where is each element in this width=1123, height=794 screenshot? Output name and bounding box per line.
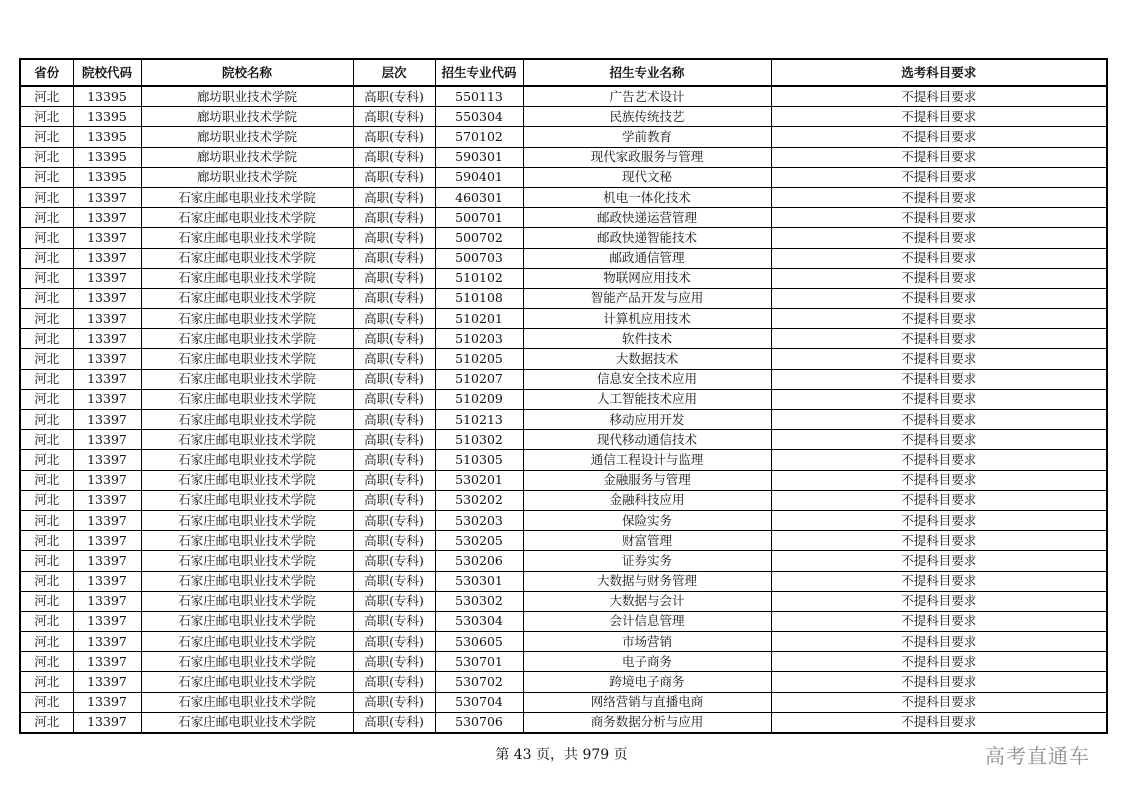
- cell-major-code: 510209: [435, 389, 523, 409]
- cell-subject-requirement: 不提科目要求: [771, 712, 1107, 733]
- cell-province: 河北: [20, 490, 73, 510]
- cell-subject-requirement: 不提科目要求: [771, 389, 1107, 409]
- table-row: [20, 167, 1107, 187]
- cell-school-name: 石家庄邮电职业技术学院: [141, 369, 353, 389]
- cell-major-name: 保险实务: [523, 510, 771, 530]
- cell-major-code: 510203: [435, 329, 523, 349]
- cell-subject-requirement: 不提科目要求: [771, 672, 1107, 692]
- cell-level: 高职(专科): [353, 167, 435, 187]
- cell-subject-requirement: 不提科目要求: [771, 450, 1107, 470]
- cell-level: 高职(专科): [353, 389, 435, 409]
- cell-major-name: 金融科技应用: [523, 490, 771, 510]
- cell-school-name: 石家庄邮电职业技术学院: [141, 470, 353, 490]
- cell-level: 高职(专科): [353, 208, 435, 228]
- cell-school-code: 13397: [73, 228, 141, 248]
- cell-subject-requirement: 不提科目要求: [771, 349, 1107, 369]
- cell-subject-requirement: 不提科目要求: [771, 470, 1107, 490]
- cell-subject-requirement: 不提科目要求: [771, 692, 1107, 712]
- cell-major-code: 510305: [435, 450, 523, 470]
- cell-school-code: 13397: [73, 288, 141, 308]
- cell-level: 高职(专科): [353, 450, 435, 470]
- cell-school-name: 石家庄邮电职业技术学院: [141, 228, 353, 248]
- cell-level: 高职(专科): [353, 86, 435, 107]
- cell-school-code: 13397: [73, 187, 141, 207]
- cell-major-code: 530706: [435, 712, 523, 733]
- table-row: [20, 228, 1107, 248]
- cell-subject-requirement: 不提科目要求: [771, 107, 1107, 127]
- cell-subject-requirement: 不提科目要求: [771, 167, 1107, 187]
- cell-major-code: 510213: [435, 410, 523, 430]
- table-row: [20, 208, 1107, 228]
- cell-school-code: 13397: [73, 369, 141, 389]
- cell-school-name: 廊坊职业技术学院: [141, 167, 353, 187]
- cell-school-name: 石家庄邮电职业技术学院: [141, 349, 353, 369]
- cell-major-name: 移动应用开发: [523, 410, 771, 430]
- cell-province: 河北: [20, 672, 73, 692]
- header-row: [20, 59, 1107, 86]
- cell-level: 高职(专科): [353, 309, 435, 329]
- cell-school-code: 13397: [73, 672, 141, 692]
- cell-level: 高职(专科): [353, 288, 435, 308]
- cell-subject-requirement: 不提科目要求: [771, 490, 1107, 510]
- cell-major-name: 网络营销与直播电商: [523, 692, 771, 712]
- cell-major-name: 大数据技术: [523, 349, 771, 369]
- cell-major-code: 510108: [435, 288, 523, 308]
- cell-subject-requirement: 不提科目要求: [771, 611, 1107, 631]
- table-row: [20, 86, 1107, 107]
- cell-school-code: 13397: [73, 329, 141, 349]
- table-row: [20, 551, 1107, 571]
- cell-major-code: 530203: [435, 510, 523, 530]
- cell-major-code: 530301: [435, 571, 523, 591]
- cell-major-code: 500703: [435, 248, 523, 268]
- table-body: [20, 86, 1107, 733]
- cell-province: 河北: [20, 147, 73, 167]
- cell-province: 河北: [20, 531, 73, 551]
- cell-school-code: 13397: [73, 591, 141, 611]
- table-row: [20, 389, 1107, 409]
- cell-province: 河北: [20, 510, 73, 530]
- cell-school-code: 13397: [73, 268, 141, 288]
- page-number-footer: 第 43 页，共 979 页: [495, 747, 628, 763]
- table-row: [20, 692, 1107, 712]
- cell-school-name: 石家庄邮电职业技术学院: [141, 268, 353, 288]
- cell-major-code: 530701: [435, 652, 523, 672]
- cell-major-name: 通信工程设计与监理: [523, 450, 771, 470]
- table-row: [20, 329, 1107, 349]
- cell-school-name: 石家庄邮电职业技术学院: [141, 248, 353, 268]
- cell-major-name: 证券实务: [523, 551, 771, 571]
- cell-school-name: 石家庄邮电职业技术学院: [141, 591, 353, 611]
- cell-major-name: 现代家政服务与管理: [523, 147, 771, 167]
- cell-school-name: 石家庄邮电职业技术学院: [141, 288, 353, 308]
- cell-school-code: 13395: [73, 147, 141, 167]
- cell-province: 河北: [20, 571, 73, 591]
- table-header: [20, 59, 1107, 86]
- cell-major-name: 大数据与会计: [523, 591, 771, 611]
- cell-level: 高职(专科): [353, 268, 435, 288]
- cell-school-name: 石家庄邮电职业技术学院: [141, 692, 353, 712]
- cell-province: 河北: [20, 389, 73, 409]
- header-school-name: 院校名称: [141, 59, 353, 86]
- cell-school-name: 石家庄邮电职业技术学院: [141, 611, 353, 631]
- cell-province: 河北: [20, 692, 73, 712]
- cell-subject-requirement: 不提科目要求: [771, 652, 1107, 672]
- cell-major-code: 460301: [435, 187, 523, 207]
- cell-school-code: 13397: [73, 430, 141, 450]
- cell-school-code: 13397: [73, 349, 141, 369]
- cell-level: 高职(专科): [353, 692, 435, 712]
- cell-major-name: 跨境电子商务: [523, 672, 771, 692]
- cell-subject-requirement: 不提科目要求: [771, 208, 1107, 228]
- cell-major-name: 民族传统技艺: [523, 107, 771, 127]
- cell-school-code: 13397: [73, 470, 141, 490]
- cell-school-name: 石家庄邮电职业技术学院: [141, 450, 353, 470]
- cell-major-code: 570102: [435, 127, 523, 147]
- cell-level: 高职(专科): [353, 490, 435, 510]
- cell-major-code: 530202: [435, 490, 523, 510]
- cell-subject-requirement: 不提科目要求: [771, 571, 1107, 591]
- cell-major-code: 530702: [435, 672, 523, 692]
- cell-level: 高职(专科): [353, 187, 435, 207]
- table-row: [20, 127, 1107, 147]
- table-row: [20, 652, 1107, 672]
- header-major-code: 招生专业代码: [435, 59, 523, 86]
- table-row: [20, 571, 1107, 591]
- cell-province: 河北: [20, 187, 73, 207]
- table-row: [20, 288, 1107, 308]
- cell-school-name: 石家庄邮电职业技术学院: [141, 632, 353, 652]
- cell-school-name: 石家庄邮电职业技术学院: [141, 208, 353, 228]
- cell-major-code: 530205: [435, 531, 523, 551]
- table-row: [20, 268, 1107, 288]
- table-row: [20, 349, 1107, 369]
- cell-major-name: 邮政快递运营管理: [523, 208, 771, 228]
- table-row: [20, 107, 1107, 127]
- cell-major-code: 590401: [435, 167, 523, 187]
- cell-school-code: 13397: [73, 571, 141, 591]
- cell-major-code: 530304: [435, 611, 523, 631]
- cell-major-name: 电子商务: [523, 652, 771, 672]
- cell-school-code: 13397: [73, 531, 141, 551]
- cell-major-name: 广告艺术设计: [523, 86, 771, 107]
- cell-school-name: 石家庄邮电职业技术学院: [141, 531, 353, 551]
- cell-level: 高职(专科): [353, 329, 435, 349]
- cell-major-name: 邮政快递智能技术: [523, 228, 771, 248]
- cell-major-name: 商务数据分析与应用: [523, 712, 771, 733]
- cell-major-code: 500701: [435, 208, 523, 228]
- cell-level: 高职(专科): [353, 510, 435, 530]
- cell-school-code: 13395: [73, 107, 141, 127]
- cell-school-code: 13397: [73, 490, 141, 510]
- table-row: [20, 712, 1107, 733]
- watermark-text: 高考直通车: [985, 744, 1090, 768]
- table-row: [20, 672, 1107, 692]
- cell-subject-requirement: 不提科目要求: [771, 147, 1107, 167]
- cell-school-code: 13397: [73, 611, 141, 631]
- cell-school-name: 廊坊职业技术学院: [141, 86, 353, 107]
- table-row: [20, 510, 1107, 530]
- cell-province: 河北: [20, 288, 73, 308]
- cell-major-name: 现代移动通信技术: [523, 430, 771, 450]
- cell-school-name: 石家庄邮电职业技术学院: [141, 652, 353, 672]
- cell-major-name: 会计信息管理: [523, 611, 771, 631]
- cell-level: 高职(专科): [353, 712, 435, 733]
- table-row: [20, 248, 1107, 268]
- cell-province: 河北: [20, 632, 73, 652]
- table-row: [20, 591, 1107, 611]
- cell-school-code: 13397: [73, 712, 141, 733]
- table-row: [20, 490, 1107, 510]
- cell-major-name: 人工智能技术应用: [523, 389, 771, 409]
- cell-school-name: 石家庄邮电职业技术学院: [141, 410, 353, 430]
- cell-level: 高职(专科): [353, 430, 435, 450]
- cell-major-code: 510205: [435, 349, 523, 369]
- cell-level: 高职(专科): [353, 107, 435, 127]
- cell-level: 高职(专科): [353, 551, 435, 571]
- cell-subject-requirement: 不提科目要求: [771, 127, 1107, 147]
- cell-school-name: 廊坊职业技术学院: [141, 127, 353, 147]
- cell-province: 河北: [20, 86, 73, 107]
- cell-province: 河北: [20, 127, 73, 147]
- cell-school-name: 石家庄邮电职业技术学院: [141, 490, 353, 510]
- cell-school-name: 石家庄邮电职业技术学院: [141, 309, 353, 329]
- cell-province: 河北: [20, 329, 73, 349]
- cell-school-code: 13397: [73, 510, 141, 530]
- cell-province: 河北: [20, 551, 73, 571]
- cell-subject-requirement: 不提科目要求: [771, 309, 1107, 329]
- cell-subject-requirement: 不提科目要求: [771, 268, 1107, 288]
- cell-level: 高职(专科): [353, 611, 435, 631]
- cell-level: 高职(专科): [353, 571, 435, 591]
- cell-level: 高职(专科): [353, 410, 435, 430]
- cell-level: 高职(专科): [353, 672, 435, 692]
- cell-province: 河北: [20, 228, 73, 248]
- cell-school-name: 石家庄邮电职业技术学院: [141, 187, 353, 207]
- cell-level: 高职(专科): [353, 591, 435, 611]
- cell-major-code: 530201: [435, 470, 523, 490]
- table-row: [20, 369, 1107, 389]
- cell-major-code: 500702: [435, 228, 523, 248]
- cell-major-name: 现代文秘: [523, 167, 771, 187]
- cell-level: 高职(专科): [353, 531, 435, 551]
- table-row: [20, 632, 1107, 652]
- cell-major-code: 550113: [435, 86, 523, 107]
- cell-major-code: 590301: [435, 147, 523, 167]
- cell-province: 河北: [20, 591, 73, 611]
- cell-major-name: 计算机应用技术: [523, 309, 771, 329]
- cell-major-code: 510201: [435, 309, 523, 329]
- cell-level: 高职(专科): [353, 470, 435, 490]
- cell-school-code: 13395: [73, 127, 141, 147]
- cell-province: 河北: [20, 611, 73, 631]
- cell-subject-requirement: 不提科目要求: [771, 369, 1107, 389]
- cell-major-code: 530206: [435, 551, 523, 571]
- cell-province: 河北: [20, 208, 73, 228]
- cell-major-name: 信息安全技术应用: [523, 369, 771, 389]
- admissions-table: [19, 58, 1108, 734]
- cell-subject-requirement: 不提科目要求: [771, 86, 1107, 107]
- cell-major-name: 财富管理: [523, 531, 771, 551]
- cell-province: 河北: [20, 410, 73, 430]
- cell-province: 河北: [20, 309, 73, 329]
- cell-school-name: 石家庄邮电职业技术学院: [141, 329, 353, 349]
- cell-major-name: 智能产品开发与应用: [523, 288, 771, 308]
- table-row: [20, 450, 1107, 470]
- cell-school-code: 13397: [73, 450, 141, 470]
- cell-school-code: 13397: [73, 692, 141, 712]
- table-row: [20, 410, 1107, 430]
- cell-school-name: 廊坊职业技术学院: [141, 147, 353, 167]
- cell-major-code: 550304: [435, 107, 523, 127]
- cell-subject-requirement: 不提科目要求: [771, 187, 1107, 207]
- cell-major-code: 530302: [435, 591, 523, 611]
- header-school-code: 院校代码: [73, 59, 141, 86]
- cell-major-name: 邮政通信管理: [523, 248, 771, 268]
- cell-major-name: 金融服务与管理: [523, 470, 771, 490]
- cell-school-name: 石家庄邮电职业技术学院: [141, 389, 353, 409]
- cell-subject-requirement: 不提科目要求: [771, 591, 1107, 611]
- cell-level: 高职(专科): [353, 652, 435, 672]
- cell-school-name: 石家庄邮电职业技术学院: [141, 430, 353, 450]
- cell-province: 河北: [20, 107, 73, 127]
- cell-major-name: 物联网应用技术: [523, 268, 771, 288]
- cell-major-name: 机电一体化技术: [523, 187, 771, 207]
- cell-province: 河北: [20, 349, 73, 369]
- cell-school-code: 13395: [73, 86, 141, 107]
- cell-level: 高职(专科): [353, 248, 435, 268]
- cell-school-name: 廊坊职业技术学院: [141, 107, 353, 127]
- cell-province: 河北: [20, 712, 73, 733]
- cell-subject-requirement: 不提科目要求: [771, 410, 1107, 430]
- cell-level: 高职(专科): [353, 147, 435, 167]
- table-row: [20, 309, 1107, 329]
- cell-school-code: 13397: [73, 309, 141, 329]
- table-row: [20, 430, 1107, 450]
- cell-province: 河北: [20, 268, 73, 288]
- cell-province: 河北: [20, 652, 73, 672]
- cell-major-name: 软件技术: [523, 329, 771, 349]
- header-province: 省份: [20, 59, 73, 86]
- cell-school-code: 13397: [73, 389, 141, 409]
- cell-subject-requirement: 不提科目要求: [771, 288, 1107, 308]
- cell-school-code: 13397: [73, 410, 141, 430]
- table-row: [20, 531, 1107, 551]
- cell-province: 河北: [20, 450, 73, 470]
- cell-subject-requirement: 不提科目要求: [771, 510, 1107, 530]
- cell-major-name: 市场营销: [523, 632, 771, 652]
- cell-school-code: 13397: [73, 632, 141, 652]
- cell-major-name: 学前教育: [523, 127, 771, 147]
- cell-major-name: 大数据与财务管理: [523, 571, 771, 591]
- cell-school-name: 石家庄邮电职业技术学院: [141, 571, 353, 591]
- cell-level: 高职(专科): [353, 228, 435, 248]
- cell-subject-requirement: 不提科目要求: [771, 329, 1107, 349]
- header-major-name: 招生专业名称: [523, 59, 771, 86]
- cell-level: 高职(专科): [353, 369, 435, 389]
- cell-province: 河北: [20, 470, 73, 490]
- cell-major-code: 530605: [435, 632, 523, 652]
- cell-province: 河北: [20, 248, 73, 268]
- cell-level: 高职(专科): [353, 632, 435, 652]
- table-row: [20, 187, 1107, 207]
- table-row: [20, 147, 1107, 167]
- cell-province: 河北: [20, 430, 73, 450]
- cell-subject-requirement: 不提科目要求: [771, 551, 1107, 571]
- cell-subject-requirement: 不提科目要求: [771, 531, 1107, 551]
- cell-school-name: 石家庄邮电职业技术学院: [141, 510, 353, 530]
- table-row: [20, 611, 1107, 631]
- cell-school-code: 13395: [73, 167, 141, 187]
- cell-province: 河北: [20, 369, 73, 389]
- cell-major-code: 510102: [435, 268, 523, 288]
- cell-major-code: 530704: [435, 692, 523, 712]
- cell-school-code: 13397: [73, 652, 141, 672]
- cell-province: 河北: [20, 167, 73, 187]
- cell-subject-requirement: 不提科目要求: [771, 632, 1107, 652]
- table-row: [20, 470, 1107, 490]
- header-subject-requirement: 选考科目要求: [771, 59, 1107, 86]
- cell-subject-requirement: 不提科目要求: [771, 228, 1107, 248]
- cell-school-code: 13397: [73, 551, 141, 571]
- cell-subject-requirement: 不提科目要求: [771, 430, 1107, 450]
- cell-school-code: 13397: [73, 208, 141, 228]
- cell-level: 高职(专科): [353, 127, 435, 147]
- header-level: 层次: [353, 59, 435, 86]
- cell-school-name: 石家庄邮电职业技术学院: [141, 712, 353, 733]
- cell-school-name: 石家庄邮电职业技术学院: [141, 551, 353, 571]
- cell-subject-requirement: 不提科目要求: [771, 248, 1107, 268]
- cell-school-name: 石家庄邮电职业技术学院: [141, 672, 353, 692]
- cell-level: 高职(专科): [353, 349, 435, 369]
- cell-major-code: 510207: [435, 369, 523, 389]
- cell-major-code: 510302: [435, 430, 523, 450]
- cell-school-code: 13397: [73, 248, 141, 268]
